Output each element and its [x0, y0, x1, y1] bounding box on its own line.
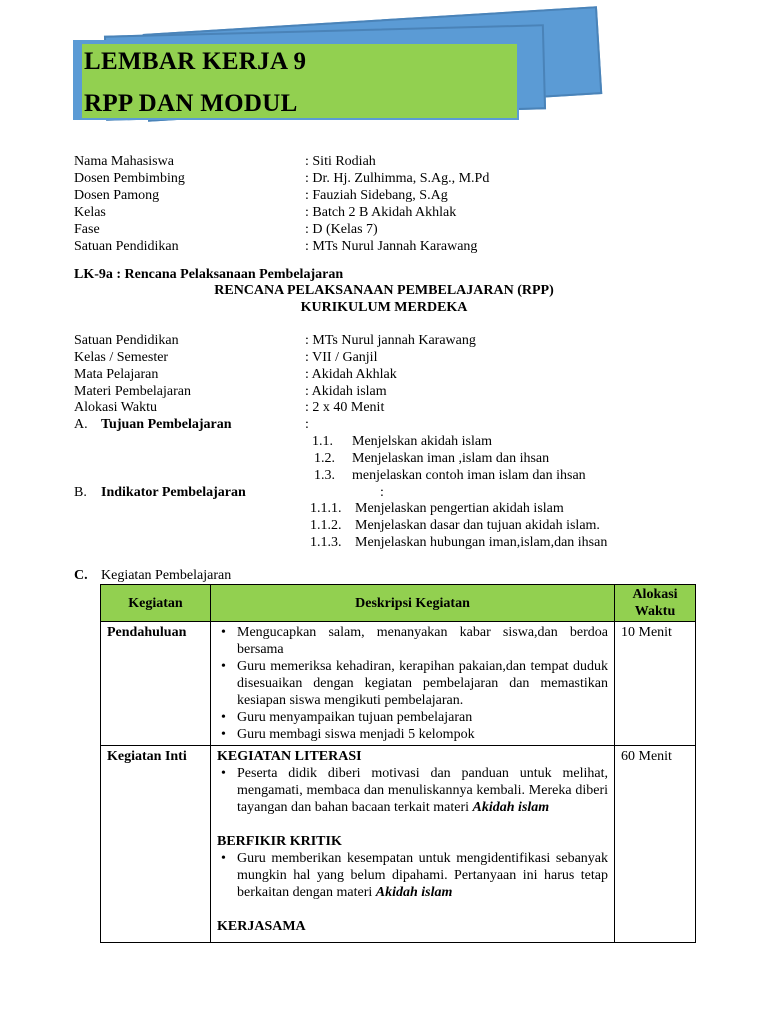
identity-label: Nama Mahasiswa	[74, 154, 174, 169]
bullet-list	[217, 765, 608, 816]
activity-name: Kegiatan Inti	[101, 746, 211, 943]
activity-description	[211, 746, 615, 943]
rpp-info-value: : Akidah Akhlak	[305, 367, 397, 382]
goal-number: 1.3.	[314, 468, 335, 483]
bullet-list	[217, 850, 608, 901]
kerjasama-heading: KERJASAMA	[217, 919, 306, 934]
section-b-colon: :	[380, 485, 384, 500]
section-a-colon: :	[305, 417, 309, 432]
identity-label: Fase	[74, 222, 100, 237]
goal-text: menjelaskan contoh iman islam dan ihsan	[352, 468, 586, 483]
identity-label: Satuan Pendidikan	[74, 239, 179, 254]
literasi-heading: KEGIATAN LITERASI	[217, 749, 362, 764]
identity-label: Kelas	[74, 205, 106, 220]
activity-description	[211, 622, 615, 746]
table-row	[101, 622, 696, 746]
kritik-emphasis: Akidah islam	[375, 885, 453, 900]
list-item: • Guru memeriksa kehadiran, kerapihan pakaian,dan tempat duduk disesuaikan dengan kegiatan pembelajaran dan memastikan kesiapan siswa mengikuti pembelajaran.	[237, 658, 608, 709]
rpp-info-value: : MTs Nurul jannah Karawang	[305, 333, 476, 348]
rpp-info-value: : Akidah islam	[305, 384, 387, 399]
list-item: • Guru menyampaikan tujuan pembelajaran	[237, 709, 608, 726]
goal-number: 1.2.	[314, 451, 335, 466]
section-a-title: Tujuan Pembelajaran	[101, 417, 232, 432]
section-c-letter: C.	[74, 568, 88, 583]
indicator-text: Menjelaskan hubungan iman,islam,dan ihsan	[355, 535, 608, 550]
identity-value: : Dr. Hj. Zulhimma, S.Ag., M.Pd	[305, 171, 490, 186]
rpp-title: RENCANA PELAKSANAAN PEMBELAJARAN (RPP)	[214, 283, 554, 298]
banner-title-line1: LEMBAR KERJA 9	[84, 48, 307, 75]
banner-title-line2: RPP DAN MODUL	[84, 90, 298, 117]
rpp-subtitle: KURIKULUM MERDEKA	[300, 300, 468, 315]
rpp-info-label: Materi Pembelajaran	[74, 384, 192, 399]
section-b-letter: B.	[74, 485, 87, 500]
kritik-heading: BERFIKIR KRITIK	[217, 834, 342, 849]
goal-number: 1.1.	[312, 434, 333, 449]
identity-value: : Siti Rodiah	[305, 154, 376, 169]
section-b-title: Indikator Pembelajaran	[101, 485, 246, 500]
column-header-deskripsi: Deskripsi Kegiatan	[211, 585, 615, 622]
table-row	[101, 746, 696, 943]
goal-text: Menjelskan akidah islam	[352, 434, 492, 449]
list-item: • Guru membagi siswa menjadi 5 kelompok	[237, 726, 608, 743]
identity-value: : MTs Nurul Jannah Karawang	[305, 239, 478, 254]
goal-text: Menjelaskan iman ,islam dan ihsan	[352, 451, 550, 466]
table-header-row	[101, 585, 696, 622]
literasi-emphasis: Akidah islam	[472, 800, 550, 815]
list-item: • Mengucapkan salam, menanyakan kabar siswa,dan berdoa bersama	[237, 624, 608, 658]
activity-name: Pendahuluan	[101, 622, 211, 746]
bullet-list	[217, 624, 608, 743]
indicator-number: 1.1.1.	[310, 501, 342, 516]
rpp-info-label: Mata Pelajaran	[74, 367, 159, 382]
identity-label: Dosen Pembimbing	[74, 171, 185, 186]
indicator-number: 1.1.2.	[310, 518, 342, 533]
activity-duration: 60 Menit	[615, 746, 696, 943]
column-header-alokasi: Alokasi Waktu	[615, 585, 696, 622]
rpp-info-label: Alokasi Waktu	[74, 400, 157, 415]
indicator-number: 1.1.3.	[310, 535, 342, 550]
rpp-info-value: : 2 x 40 Menit	[305, 400, 385, 415]
list-item	[237, 850, 608, 901]
identity-value: : D (Kelas 7)	[305, 222, 378, 237]
column-header-kegiatan: Kegiatan	[101, 585, 211, 622]
rpp-info-label: Kelas / Semester	[74, 350, 169, 365]
rpp-info-label: Satuan Pendidikan	[74, 333, 179, 348]
activity-table	[100, 584, 696, 943]
kritik-text: Guru memberikan kesempatan untuk mengidentifikasi sebanyak mungkin hal yang belum dipahami. Pertanyaan ini harus tetap berkaitan dengan materi	[237, 851, 608, 900]
literasi-text: Peserta didik diberi motivasi dan panduan untuk melihat, mengamati, membaca dan menuliskannya kembali. Mereka diberi tayangan dan bahan bacaan terkait materi	[237, 766, 608, 815]
identity-value: : Batch 2 B Akidah Akhlak	[305, 205, 457, 220]
activity-duration: 10 Menit	[615, 622, 696, 746]
identity-label: Dosen Pamong	[74, 188, 160, 203]
section-c-title: Kegiatan Pembelajaran	[101, 568, 232, 583]
indicator-text: Menjelaskan pengertian akidah islam	[355, 501, 564, 516]
list-item	[237, 765, 608, 816]
section-a-letter: A.	[74, 417, 88, 432]
identity-value: : Fauziah Sidebang, S.Ag	[305, 188, 448, 203]
indicator-text: Menjelaskan dasar dan tujuan akidah islam.	[355, 518, 600, 533]
rpp-info-value: : VII / Ganjil	[305, 350, 378, 365]
section-title: LK-9a : Rencana Pelaksanaan Pembelajaran	[74, 267, 344, 282]
